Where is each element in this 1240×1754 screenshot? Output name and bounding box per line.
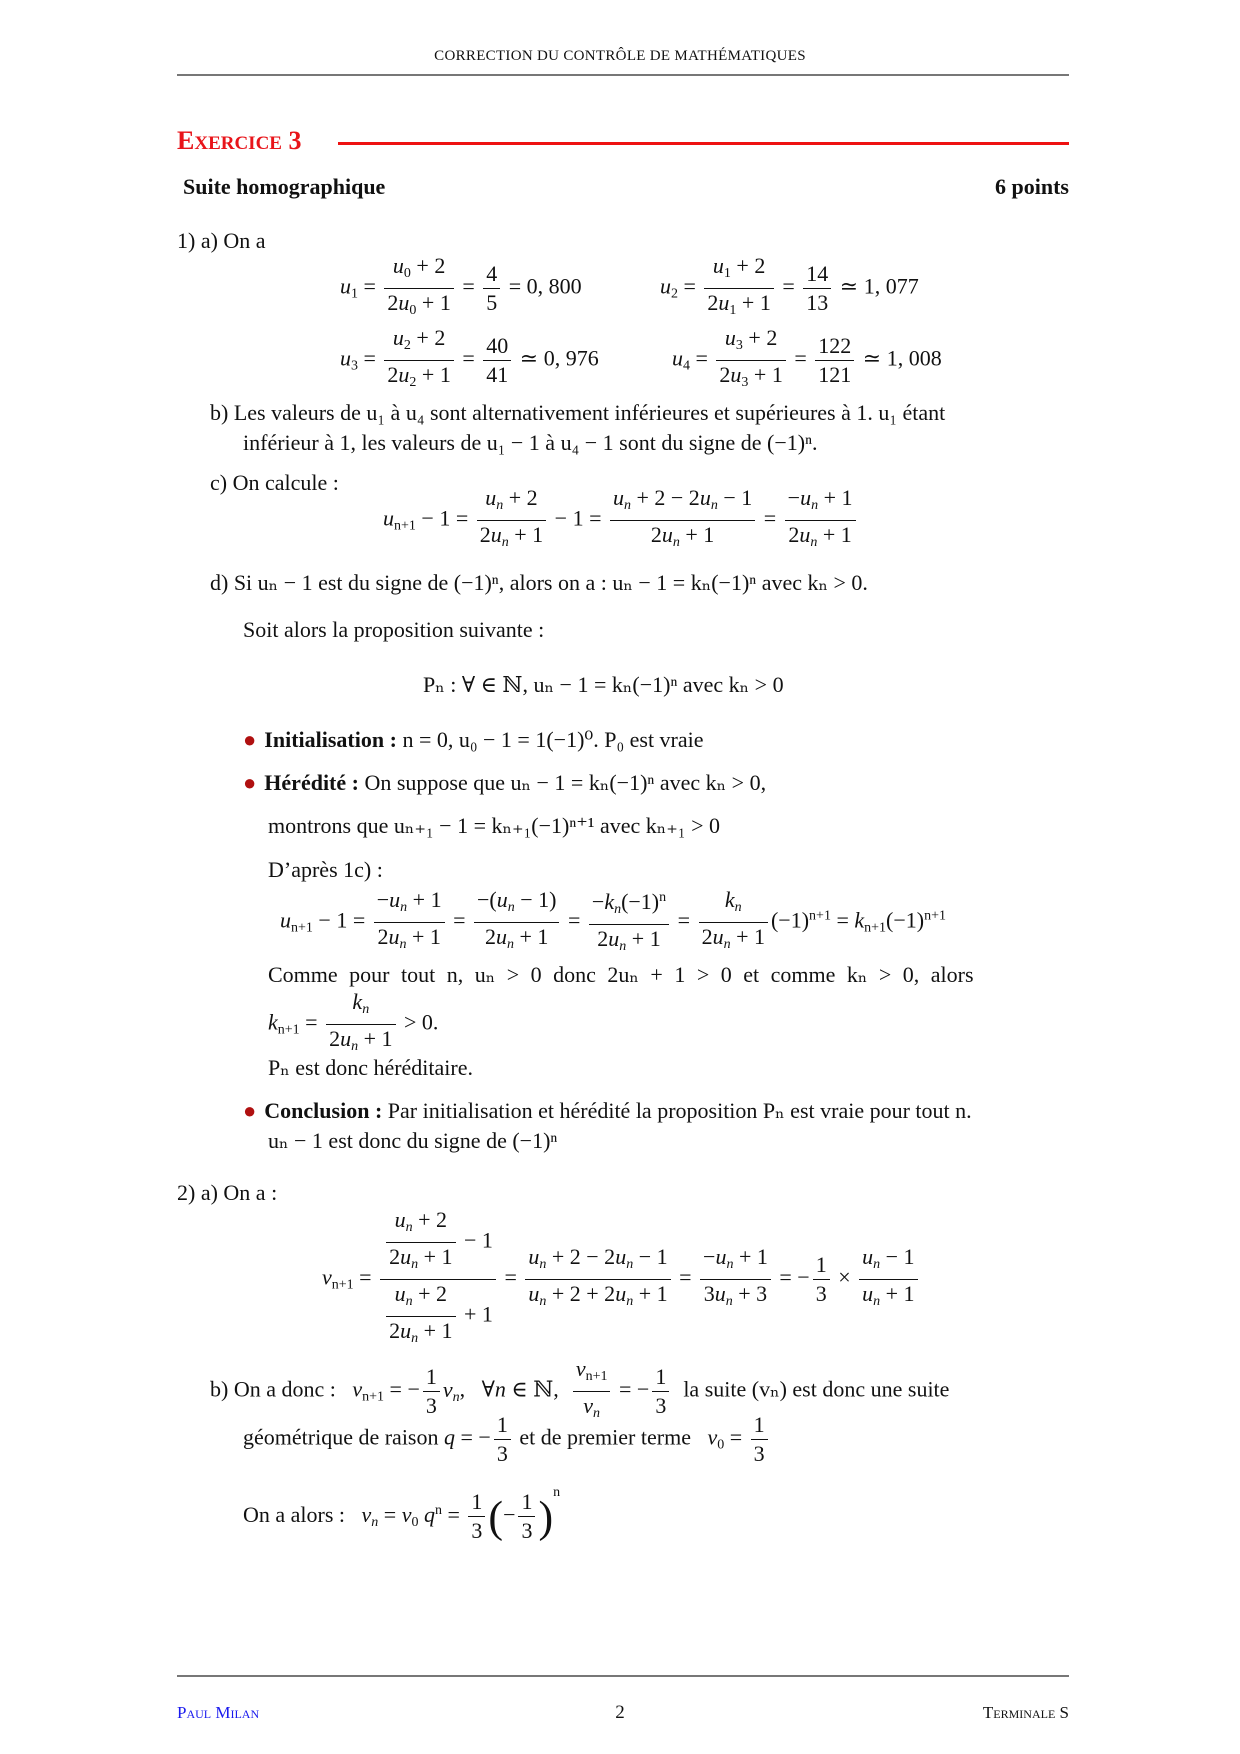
footer-author: Paul Milan: [177, 1703, 260, 1722]
q1d-line2: Soit alors la proposition suivante :: [243, 617, 545, 642]
header-rule: [177, 74, 1069, 76]
conclusion: ● Conclusion : Par initialisation et hérédité la proposition Pₙ est vraie pour tout n.: [243, 1098, 972, 1123]
footer-rule: [177, 1675, 1069, 1677]
q1b-line1: b) Les valeurs de u₁ à u₄ sont alternativement inférieures et supérieures à 1. u₁ étant: [210, 400, 946, 425]
eq-heredite: $u_{n+1} - 1$ = $\frac{-u_n + 1}{2u_n + 1}$ = $\frac{-(u_n - 1)}{2u_n + 1}$ = $\frac{-k_n(-1)^n}{2u_n + 1}$ = $\frac{k_n}{2u_n + 1}$ $(-1)^{n+1} = k_{n+1}(-1)^{n+1}$: [280, 884, 946, 961]
q2b-line3: On a alors : $v_n = v_0$ $q^n$ = $\frac{1}{3}$ (− $\frac{1}{3}$ )$^n$: [243, 1485, 561, 1544]
heredite-line3: D’après 1c) :: [268, 857, 383, 882]
bullet-icon: ●: [243, 770, 257, 795]
q1c-label: c) On calcule :: [210, 470, 339, 495]
eq-u1: $u_1$ = $\frac{u_0 + 2}{2u_0 + 1}$ = $\frac{4}{5}$ = 0, 800: [340, 253, 582, 318]
eq-kn1: $k_{n+1}$ = $\frac{k_n}{2u_n + 1}$ > 0.: [268, 989, 439, 1054]
eq-vn1: $v_{n+1}$ = $\frac{u_n + 2}{2u_n + 1}$ − 1 $\frac{u_n + 2}{2u_n + 1}$ + 1 = $\frac{u_n + 2 - 2u_n - 1}{u_n + 2 + 2u_n + 1}$ = $\frac{-u_n + 1}{3u_n + 3}$ = − $\frac{1}{3}$ × $\frac{u_n - 1}{u_n + 1}$: [322, 1206, 921, 1353]
conclusion-line2: uₙ − 1 est donc du signe de (−1)ⁿ: [268, 1128, 558, 1153]
bullet-icon: ●: [243, 1098, 257, 1123]
eq-1c: $u_{n+1} - 1$ = $\frac{u_n + 2}{2u_n + 1}$ − 1 = $\frac{u_n + 2 - 2u_n - 1}{2u_n + 1}$ = $\frac{-u_n + 1}{2u_n + 1}$: [383, 484, 859, 557]
q2b-line2: géométrique de raison q = − $\frac{1}{3}$ et de premier terme $v_0$ = $\frac{1}{3}$: [243, 1411, 771, 1468]
page-number: 2: [615, 1702, 625, 1723]
heredite: ● Hérédité : On suppose que uₙ − 1 = kₙ(−1)ⁿ avec kₙ > 0,: [243, 770, 767, 795]
eq-u2: $u_2$ = $\frac{u_1 + 2}{2u_1 + 1}$ = $\frac{14}{13}$ ≃ 1, 077: [660, 253, 919, 318]
exercise-title: EXERCICE 3: [177, 126, 302, 155]
q1a-label: 1) a) On a: [177, 228, 266, 253]
bullet-icon: ●: [243, 727, 257, 752]
heredite-line4: Comme pour tout n, uₙ > 0 donc 2uₙ + 1 > 0 et comme kₙ > 0, alors: [268, 962, 974, 987]
exercise-subtitle: Suite homographique: [183, 174, 386, 199]
heredite-line5: Pₙ est donc héréditaire.: [268, 1055, 474, 1080]
q2b-line1: b) On a donc : $v_{n+1}$ = − $\frac{1}{3}$ $v_n$, ∀n ∈ ℕ, $\frac{v_{n+1}}{v_n}$ = − $\frac{1}{3}$ la suite (vₙ) est donc une suite: [210, 1356, 950, 1421]
q1b-line2: inférieur à 1, les valeurs de u₁ − 1 à u₄ − 1 sont du signe de (−1)ⁿ.: [243, 430, 818, 455]
q1d-line1: d) Si uₙ − 1 est du signe de (−1)ⁿ, alors on a : uₙ − 1 = kₙ(−1)ⁿ avec kₙ > 0.: [210, 570, 868, 595]
eq-u3: $u_3$ = $\frac{u_2 + 2}{2u_2 + 1}$ = $\frac{40}{41}$ ≃ 0, 976: [340, 325, 599, 390]
initialisation: ● Initialisation : n = 0, u₀ − 1 = 1(−1)⁰. P₀ est vraie: [243, 727, 704, 752]
proposition-pn: Pₙ : ∀ ∈ ℕ, uₙ − 1 = kₙ(−1)ⁿ avec kₙ > 0: [423, 672, 784, 697]
exercise-points: 6 points: [995, 174, 1069, 199]
q2a-label: 2) a) On a :: [177, 1180, 278, 1205]
heredite-line2: montrons que uₙ₊₁ − 1 = kₙ₊₁(−1)ⁿ⁺¹ avec kₙ₊₁ > 0: [268, 813, 720, 838]
eq-u4: $u_4$ = $\frac{u_3 + 2}{2u_3 + 1}$ = $\frac{122}{121}$ ≃ 1, 008: [672, 325, 942, 390]
exercise-rule: [338, 142, 1069, 145]
footer-class: Terminale S: [982, 1703, 1069, 1722]
running-header: CORRECTION DU CONTRÔLE DE MATHÉMATIQUES: [434, 48, 806, 64]
